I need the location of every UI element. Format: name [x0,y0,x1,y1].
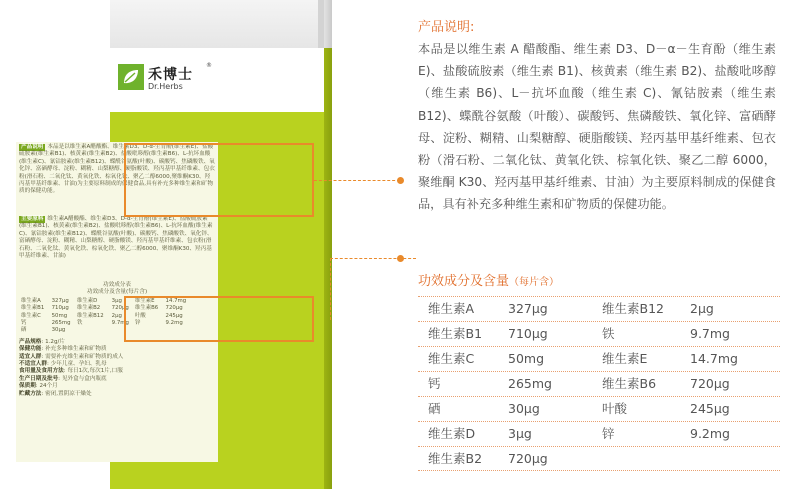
nutrients-table-row [418,321,780,346]
label-table-cell: 50mg [51,312,68,319]
label-table-cell: 硒 [21,327,27,334]
label-spec-value: 1.2g/片 [45,338,65,345]
label-table-cell: 245μg [165,312,183,319]
label-table-cell: 维生素E [134,297,155,304]
brand-name-en: Dr.Herbs [148,82,183,91]
nutrient-name: 叶酸 [602,401,628,416]
label-spec-sep: : [46,361,51,368]
nutrient-name: 维生素B12 [602,301,664,316]
nutrient-value: 3μg [508,426,532,441]
brand-leaf-icon [118,64,144,90]
label-spec-key: 产品规格 [19,338,42,345]
nutrient-value: 30μg [508,401,540,416]
label-spec-value: 少年儿童、孕妇、乳母 [50,361,107,368]
label-table-cell: 30μg [51,327,66,334]
nutrient-value: 14.7mg [690,351,738,366]
nutrient-value: 720μg [690,376,730,391]
label-spec-key: 保质期 [19,383,36,390]
nutrients-title [418,270,559,289]
description-title: 产品说明: [418,20,475,35]
label-table-cell: 叶酸 [134,312,146,319]
nutrient-name: 维生素B2 [428,451,483,466]
highlight-box-description [124,143,314,217]
nutrient-name: 维生素E [602,351,648,366]
label-spec-key: 不适宜人群 [19,361,47,368]
label-table-cell: 9.2mg [165,320,183,327]
nutrient-name: 钙 [428,376,441,391]
label-table-cell: 钙 [21,320,27,327]
logo-band [110,48,324,112]
label-table-cell: 720μg [111,305,129,312]
label-spec-value: 需要补充维生素和矿物质的成人 [45,353,124,360]
label-spec-sep: : [41,390,46,397]
nutrients-table [418,296,780,471]
label-spec-value: 每日1次,每次1片,口服 [67,368,123,375]
label-table-cell: 维生素D [76,297,98,304]
label-ingredients-text: 本品是以维生素A醋酸酯、维生素D3、D-α-生育酚(维生素E)、盐酸硫胺素(维生素B1)、核黄素(维生素B2)、盐酸吡哆醇(维生素B6)、L-抗坏血酸(维生素C)、氰钴胺素(维生素B12)、蝶酰谷氨酸(叶酸)、碳酸钙、焦磷酸铁、氧化锌、富硒酵母、淀粉、糊精、山梨糖醇、硬脂酸镁、羟丙基甲基纤维素、包衣粉(滑石粉、二氧化钛、黄氧化铁、棕氧化铁、聚乙二醇6000,聚维酮K30、羟丙基甲基纤维素、甘油)为主要原料制成的保健食品,具有补充多种维生素和矿物质的保健功能。 [19,144,215,195]
connector-line-description [314,180,400,181]
label-table-cell: 维生素B6 [134,305,159,312]
label-ingredients-tag: 产品说明 [21,144,44,150]
label-table-cell: 3μg [111,297,122,304]
brand-name-cn: 禾博士 [148,67,193,83]
label-raw-materials [16,214,218,280]
nutrient-name: 维生素D [428,426,476,441]
nutrient-value: 720μg [508,451,548,466]
label-table-cell: 710μg [51,305,69,312]
highlight-box-nutrients [124,296,314,342]
label-table-cell: 铁 [76,320,83,327]
label-spec-key: 生产日期及批号 [19,375,59,382]
nutrient-value: 50mg [508,351,545,366]
label-table-cell: 维生素B1 [21,305,45,312]
label-spec-sep: : [63,368,68,375]
nutrient-value: 710μg [508,326,548,341]
nutrients-title-sub: （每片含） [509,277,560,288]
nutrient-name: 铁 [602,326,615,341]
label-table-cell: 720μg [165,305,183,312]
label-spec-line [16,391,218,398]
label-specs [16,339,218,398]
nutrients-table-row [418,396,780,421]
label-spec-line [16,383,218,390]
connector-dot-description [397,177,404,184]
label-spec-key: 适宜人群 [19,353,42,360]
description-text: 本品是以维生素 A 醋酸酯、维生素 D3、D－α－生育酚（维生素 E)、盐酸硫胺素（维生素 B1)、核黄素（维生素 B2)、盐酸吡哆醇（维生素 B6)、L－抗坏血酸（维生素 C)、氰钴胺素（维生素 B12)、蝶酰谷氨酸（叶酸）、碳酸钙、焦磷酸铁、氧化锌、富硒酵母、淀粉、糊精、山梨糖醇、硬脂酸镁、羟丙基甲基纤维素、包衣粉（滑石粉、二氧化钛、黄氧化铁、棕氧化铁、聚乙二醇 6000，聚维酮 K30、羟丙基甲基纤维素、甘油）为主要原料制成的保健食品，具有补充多种维生素和矿物质的保健功能。 [418,42,776,212]
label-table-cell: 2μg [111,312,122,319]
nutrient-value: 9.7mg [690,326,730,341]
nutrients-table-row [418,371,780,396]
nutrients-table-row [418,346,780,371]
nutrients-title-main: 功效成分及含量 [418,274,510,289]
label-spec-value: 24个月 [39,383,58,390]
label-spec-value: 密闭,置阴凉干燥处 [45,390,92,397]
label-spec-line [16,354,218,361]
label-table-cell: 14.7mg [165,297,187,304]
nutrient-value: 327μg [508,301,548,316]
label-spec-key: 贮藏方法 [19,390,42,397]
label-spec-value: 见外盒与盒内瓶底 [61,375,107,382]
brand-registered-mark: ® [206,62,212,69]
nutrient-name: 锌 [602,426,615,441]
nutrients-table-row [418,296,780,321]
label-table-cell: 维生素A [21,297,41,304]
label-spec-line [16,368,218,375]
nutrient-value: 2μg [690,301,714,316]
label-raw-tag: 主要原料 [21,216,44,222]
label-spec-value: 补充多种维生素和矿物质 [45,346,107,353]
label-table-cell: 265mg [51,320,71,327]
label-spec-key: 食用量及食用方法 [19,368,64,375]
label-table-cell: 维生素B2 [76,305,101,312]
label-table-cell: 327μg [51,297,69,304]
nutrient-name: 硒 [428,401,441,416]
nutrients-table-row [418,421,780,446]
label-raw-text: 维生素A醋酸酯、维生素D3、D-α-生育酚(维生素E)、盐酸硫胺素(维生素B1)、核黄素(维生素B2)、盐酸吡哆醇(维生素B6)、L-抗坏血酸(维生素C)、氰钴胺素(维生素B12)、蝶酰谷氨酸(叶酸)、碳酸钙、焦磷酸铁、氧化锌、富硒酵母、淀粉、糊精、山梨糖醇、硬脂酸镁、羟丙基甲基纤维素、包衣粉(滑石粉、二氧化钛、黄氧化铁、棕氧化铁、聚乙二醇6000、聚维酮K30、羟丙基甲基纤维素、甘油) [19,216,213,260]
label-spec-key: 保健功能 [19,346,42,353]
connector-line-vertical [330,258,331,320]
label-spec-sep: : [41,338,46,345]
connector-dot-nutrients [397,255,404,262]
nutrient-name: 维生素B1 [428,326,483,341]
label-spec-sep: : [41,346,46,353]
nutrients-table-row [418,446,780,471]
label-table-cell [76,327,111,334]
label-spec-sep: : [58,375,62,382]
label-table-cell: 9.7mg [111,320,129,327]
nutrient-value: 245μg [690,401,730,416]
nutrient-name: 维生素B6 [602,376,657,391]
label-table-subtitle: 功效成分及含量(每片含) [86,289,148,296]
box-lid [110,0,324,48]
label-spec-sep: : [41,353,46,360]
label-table-title: 功效成分表 [103,282,131,288]
label-spec-sep: : [35,383,40,390]
nutrient-value: 9.2mg [690,426,730,441]
label-table-cell: 维生素B12 [76,312,104,319]
nutrient-value: 265mg [508,376,552,391]
nutrient-name: 维生素C [428,351,475,366]
label-table-cell: 维生素C [21,312,41,319]
label-spec-line [16,346,218,353]
label-table-cell: 锌 [134,320,141,327]
nutrient-name: 维生素A [428,301,475,316]
